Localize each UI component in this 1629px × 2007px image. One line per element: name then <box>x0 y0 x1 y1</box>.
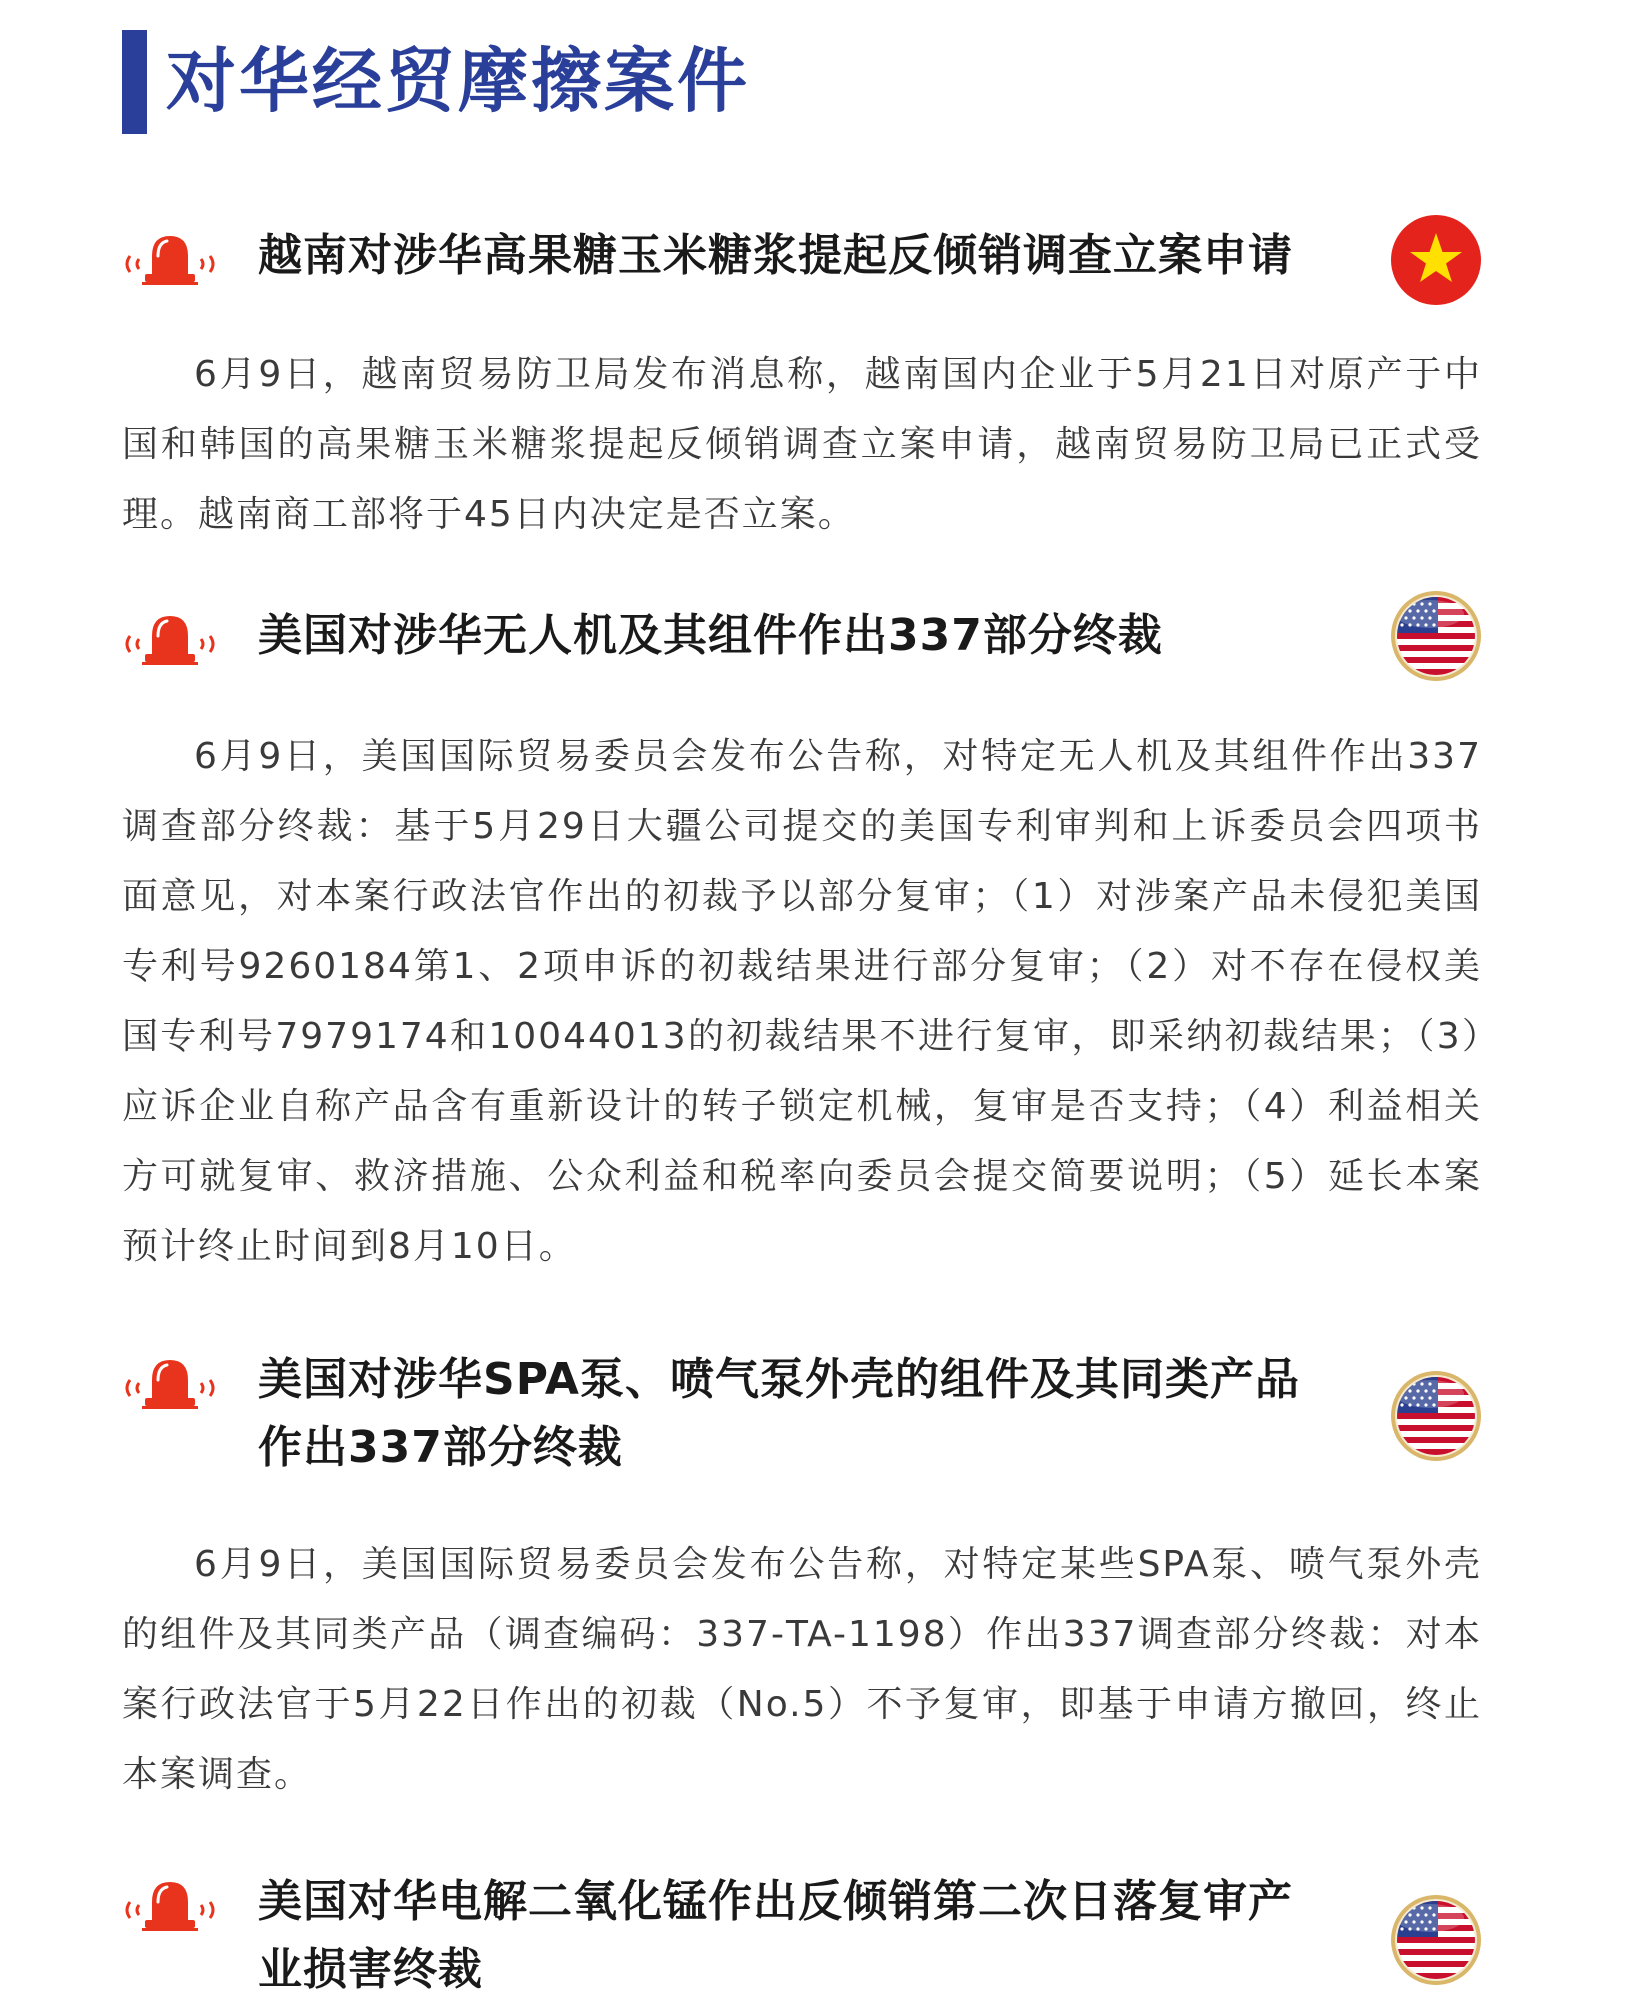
article-body: 6月9日，美国国际贸易委员会发布公告称，对特定无人机及其组件作出337调查部分终裁：基于5月29日大疆公司提交的美国专利审判和上诉委员会四项书面意见，对本案行政法官作出的初裁予以部分复审；（1）对涉案产品未侵犯美国专利号9260184第1、2项申诉的初裁结果进行部分复审；（2）对不存在侵权美国专利号7979174和10044013的初裁结果不进行复审，即采纳初裁结果；（3）应诉企业自称产品含有重新设计的转子锁定机械，复审是否支持；（4）利益相关方可就复审、救济措施、公众利益和税率向委员会提交简要说明；（5）延长本案预计终止时间到8月10日。 <box>122 736 1482 1267</box>
article-header <box>122 1868 1482 2004</box>
usa-flag-icon <box>1390 1370 1482 1462</box>
article-body: 6月9日，美国国际贸易委员会发布公告称，对特定某些SPA泵、喷气泵外壳的组件及其同类产品（调查编码：337-TA-1198）作出337调查部分终裁：对本案行政法官于5月22日作出的初裁（No.5）不予复审，即基于申请方撤回，终止本案调查。 <box>122 1544 1482 1795</box>
news-article-2 <box>122 602 1482 1282</box>
alarm-icon <box>122 610 218 668</box>
alarm-icon <box>122 1876 218 1934</box>
news-article-1 <box>122 222 1482 550</box>
header-accent-bar <box>122 30 147 134</box>
alarm-icon <box>122 230 218 288</box>
article-title: 美国对涉华SPA泵、喷气泵外壳的组件及其同类产品作出337部分终裁 <box>258 1354 1300 1473</box>
vietnam-flag-icon <box>1390 214 1482 306</box>
usa-flag-icon <box>1390 590 1482 682</box>
news-article-3 <box>122 1346 1482 1810</box>
alarm-icon <box>122 1354 218 1412</box>
article-body: 6月9日，越南贸易防卫局发布消息称，越南国内企业于5月21日对原产于中国和韩国的高果糖玉米糖浆提起反倾销调查立案申请，越南贸易防卫局已正式受理。越南商工部将于45日内决定是否立案。 <box>122 354 1482 535</box>
article-header <box>122 602 1482 670</box>
article-title: 美国对华电解二氧化锰作出反倾销第二次日落复审产业损害终裁 <box>258 1876 1293 1995</box>
article-header <box>122 1346 1482 1482</box>
news-article-4 <box>122 1868 1482 2004</box>
page-title: 对华经贸摩擦案件 <box>166 40 750 122</box>
article-title: 越南对涉华高果糖玉米糖浆提起反倾销调查立案申请 <box>258 230 1293 281</box>
usa-flag-icon <box>1390 1894 1482 1986</box>
article-title: 美国对涉华无人机及其组件作出337部分终裁 <box>258 610 1163 661</box>
article-header <box>122 222 1482 290</box>
